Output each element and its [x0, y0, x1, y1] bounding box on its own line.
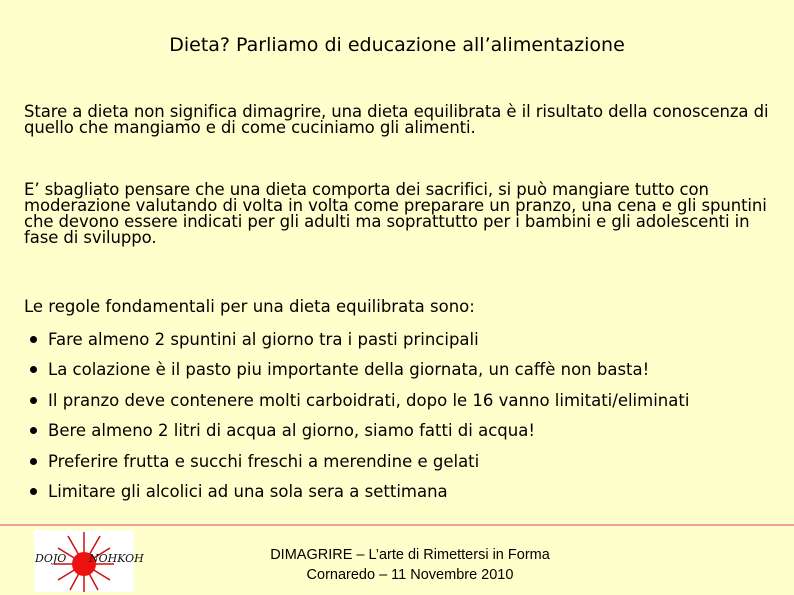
rules-intro: Le regole fondamentali per una dieta equilibrata sono:: [24, 297, 475, 316]
rule-text: Il pranzo deve contenere molti carboidrati, dopo le 16 vanno limitati/eliminati: [48, 390, 690, 410]
divider: [0, 524, 794, 526]
rules-list: [28, 324, 788, 507]
rule-text: Limitare gli alcolici ad una sola sera a settimana: [48, 482, 448, 502]
rule-text: La colazione è il pasto piu importante della giornata, un caffè non basta!: [48, 360, 650, 380]
footer-line-1: DIMAGRIRE – L’arte di Rimettersi in Forma: [270, 547, 550, 563]
list-item: [28, 446, 788, 477]
dojo-logo: [34, 530, 144, 592]
bullet-icon: [30, 397, 37, 404]
rule-text: Bere almeno 2 litri di acqua al giorno, siamo fatti di acqua!: [48, 421, 535, 441]
list-item: [28, 477, 788, 508]
paragraph-diet-sacrifice: E’ sbagliato pensare che una dieta comporta dei sacrifici, si può mangiare tutto con moderazione valutando di volta in volta come preparare un pranzo, una cena e gli spuntini che devono essere indicati per gli adulti ma soprattutto per i bambini e gli adolescenti in fase di sviluppo.: [24, 180, 767, 247]
list-item: [28, 324, 788, 355]
footer-line-2: Cornaredo – 11 Novembre 2010: [306, 567, 514, 583]
list-item: [28, 416, 788, 447]
list-item: [28, 355, 788, 386]
footer: [240, 545, 580, 585]
paragraph-diet-definition: Stare a dieta non significa dimagrire, una dieta equilibrata è il risultato della conoscenza di quello che mangiamo e di come cuciniamo gli alimenti.: [24, 102, 769, 137]
bullet-icon: [30, 427, 37, 434]
bullet-icon: [30, 366, 37, 373]
list-item: [28, 385, 788, 416]
slide-title: Dieta? Parliamo di educazione all’alimentazione: [169, 34, 625, 56]
bullet-icon: [30, 488, 37, 495]
bullet-icon: [30, 336, 37, 343]
rule-text: Fare almeno 2 spuntini al giorno tra i pasti principali: [48, 329, 479, 349]
logo-text-left: DOJO: [35, 552, 67, 565]
bullet-icon: [30, 458, 37, 465]
logo-text-right: NOHKOH: [89, 552, 144, 565]
rule-text: Preferire frutta e succhi freschi a merendine e gelati: [48, 451, 480, 471]
